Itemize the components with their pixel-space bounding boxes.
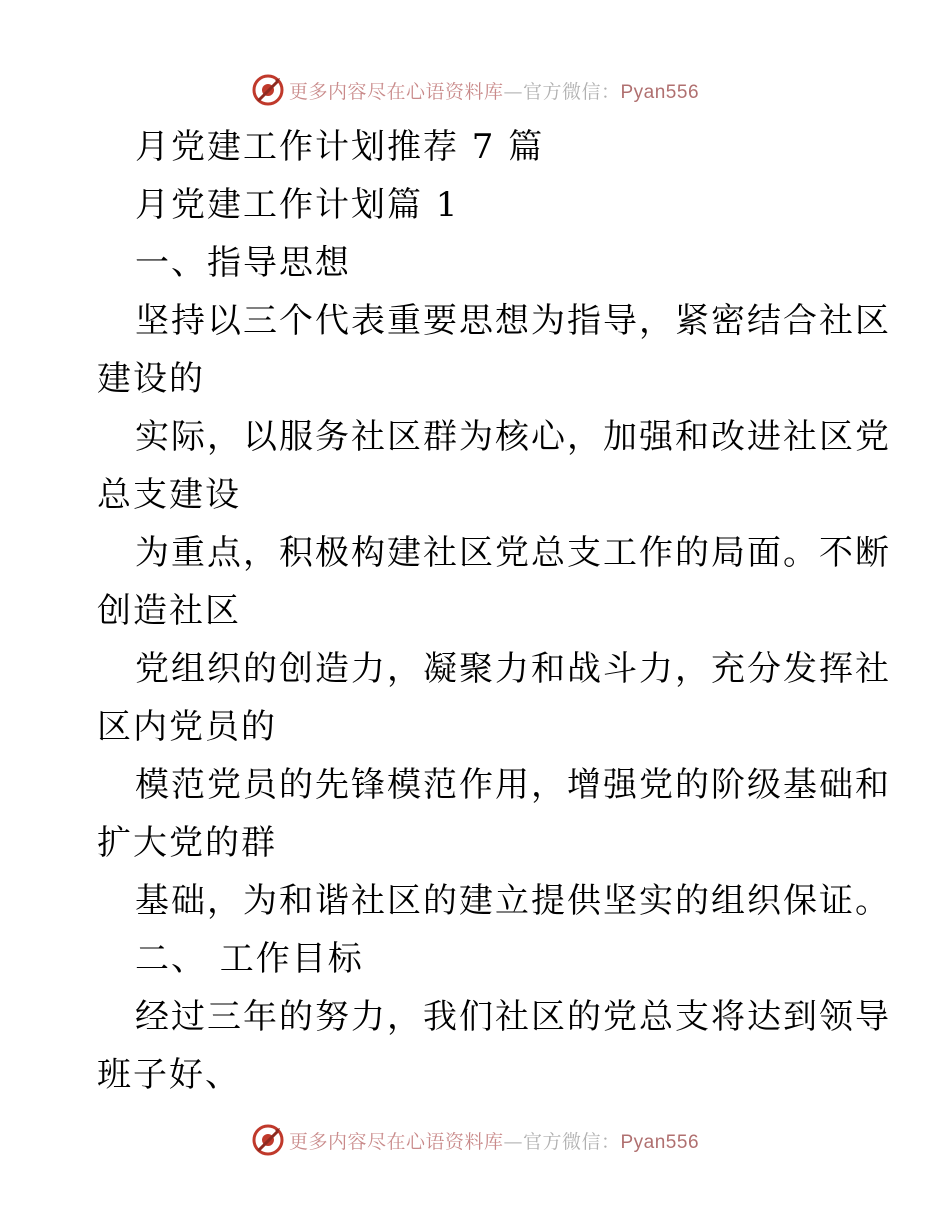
banner-text [289, 1127, 699, 1154]
document-line: 月党建工作计划推荐 7 篇 [135, 127, 545, 167]
banner-title: 更多内容尽在心语资料库 [288, 80, 504, 103]
banner-text [289, 77, 699, 104]
document-body [97, 118, 891, 1104]
document-line: 经过三年的努力，我们社区的党总支将达到领导 [135, 997, 891, 1037]
document-line: 基础，为和谐社区的建立提供坚实的组织保证。 [135, 881, 891, 921]
document-line: 实际，以服务社区群为核心，加强和改进社区党 [135, 417, 891, 457]
document-line: 扩大党的群 [97, 823, 277, 863]
document-line: 建设的 [97, 359, 205, 399]
document-line: 一、指导思想 [135, 243, 351, 283]
banner-wechat-label: 官方微信： [522, 1130, 621, 1153]
document-line: 坚持以三个代表重要思想为指导，紧密结合社区 [135, 301, 891, 341]
banner-wechat-id: Pyan556 [620, 1131, 700, 1153]
document-line: 党组织的创造力，凝聚力和战斗力，充分发挥社 [135, 649, 891, 689]
banner-separator: — [503, 80, 523, 103]
document-line: 月党建工作计划篇 1 [135, 185, 460, 225]
header-banner [0, 70, 950, 110]
footer-banner [0, 1120, 950, 1160]
document-line: 为重点，积极构建社区党总支工作的局面。不断 [135, 533, 891, 573]
banner-separator: — [503, 1130, 523, 1153]
document-line: 模范党员的先锋模范作用，增强党的阶级基础和 [135, 765, 891, 805]
banner-wechat-label: 官方微信： [522, 80, 621, 103]
brand-logo-icon [251, 1123, 285, 1157]
document-line: 总支建设 [97, 475, 241, 515]
brand-logo-icon [251, 73, 285, 107]
banner-title: 更多内容尽在心语资料库 [288, 1130, 504, 1153]
document-line: 创造社区 [97, 591, 241, 631]
banner-wechat-id: Pyan556 [620, 81, 700, 103]
document-line: 班子好、 [97, 1055, 241, 1095]
document-line: 二、 工作目标 [135, 939, 364, 979]
document-line: 区内党员的 [97, 707, 277, 747]
